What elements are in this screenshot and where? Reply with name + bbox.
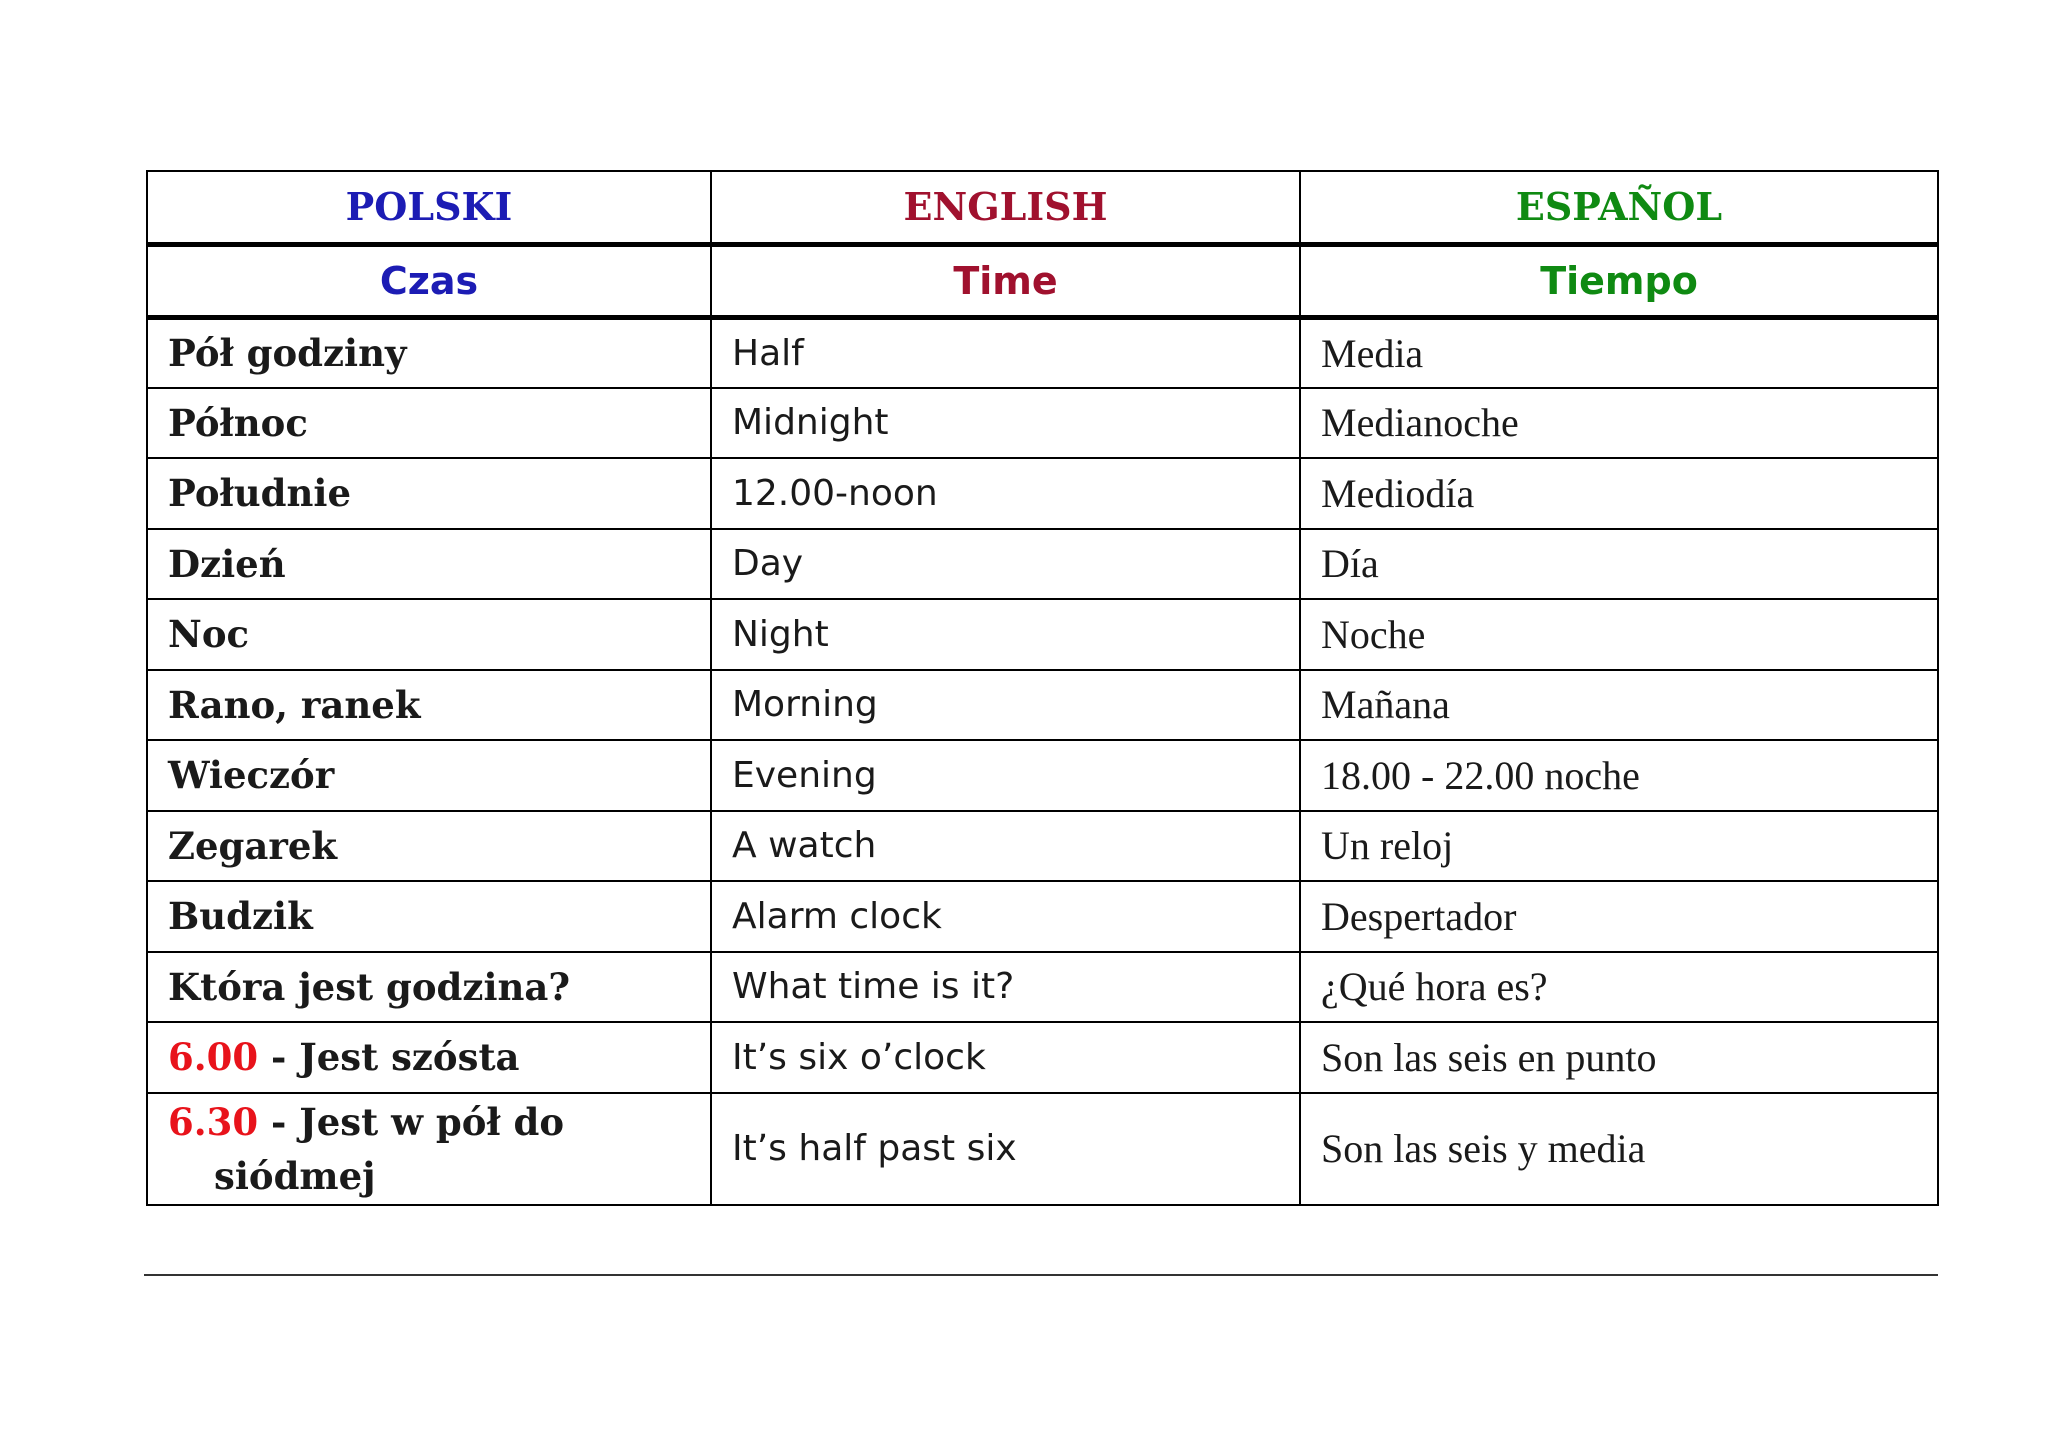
- table-row: [147, 740, 1938, 811]
- polish-cell: Południe: [147, 458, 711, 529]
- polish-cell: Która jest godzina?: [147, 952, 711, 1023]
- table-row: [147, 670, 1938, 741]
- theme-header-row: [147, 244, 1938, 317]
- table-row: [147, 458, 1938, 529]
- table-row: [147, 1022, 1938, 1093]
- time-value: 6.30: [168, 1099, 259, 1144]
- spanish-cell: Son las seis en punto: [1300, 1022, 1938, 1093]
- spanish-cell: Medianoche: [1300, 388, 1938, 459]
- vocabulary-table: [146, 170, 1939, 1206]
- polish-cell: [147, 1022, 711, 1093]
- spanish-cell: Noche: [1300, 599, 1938, 670]
- theme-english: Time: [711, 244, 1300, 317]
- polish-cell: Pół godziny: [147, 317, 711, 388]
- horizontal-rule: [144, 1274, 1938, 1276]
- english-cell: Evening: [711, 740, 1300, 811]
- table-row: [147, 529, 1938, 600]
- spanish-cell: Son las seis y media: [1300, 1093, 1938, 1205]
- polish-cell: Noc: [147, 599, 711, 670]
- table-row: [147, 599, 1938, 670]
- english-cell: Night: [711, 599, 1300, 670]
- polish-cell: Dzień: [147, 529, 711, 600]
- table-row: [147, 952, 1938, 1023]
- english-cell: Day: [711, 529, 1300, 600]
- table-row: [147, 317, 1938, 388]
- polish-cell: [147, 1093, 711, 1205]
- spanish-cell: Mediodía: [1300, 458, 1938, 529]
- english-cell: Morning: [711, 670, 1300, 741]
- time-value: 6.00: [168, 1035, 259, 1080]
- english-cell: It’s six o’clock: [711, 1022, 1300, 1093]
- polish-phrase-continuation: siódmej: [214, 1153, 376, 1198]
- spanish-cell: 18.00 - 22.00 noche: [1300, 740, 1938, 811]
- english-cell: Midnight: [711, 388, 1300, 459]
- polish-cell: Północ: [147, 388, 711, 459]
- spanish-cell: Mañana: [1300, 670, 1938, 741]
- english-cell: 12.00-noon: [711, 458, 1300, 529]
- polish-cell: Zegarek: [147, 811, 711, 882]
- table-row: [147, 881, 1938, 952]
- polish-cell: Rano, ranek: [147, 670, 711, 741]
- english-cell: What time is it?: [711, 952, 1300, 1023]
- polish-cell: Budzik: [147, 881, 711, 952]
- polish-phrase: - Jest w pół do: [258, 1099, 565, 1144]
- language-header-row: [147, 171, 1938, 244]
- table-row: [147, 388, 1938, 459]
- spanish-cell: Media: [1300, 317, 1938, 388]
- header-espanol: ESPAÑOL: [1300, 171, 1938, 244]
- spanish-cell: Día: [1300, 529, 1938, 600]
- spanish-cell: Despertador: [1300, 881, 1938, 952]
- header-polski: POLSKI: [147, 171, 711, 244]
- english-cell: A watch: [711, 811, 1300, 882]
- english-cell: Half: [711, 317, 1300, 388]
- polish-phrase: - Jest szósta: [258, 1035, 520, 1080]
- table-row: [147, 811, 1938, 882]
- english-cell: It’s half past six: [711, 1093, 1300, 1205]
- english-cell: Alarm clock: [711, 881, 1300, 952]
- spanish-cell: Un reloj: [1300, 811, 1938, 882]
- theme-polski: Czas: [147, 244, 711, 317]
- spanish-cell: ¿Qué hora es?: [1300, 952, 1938, 1023]
- header-english: ENGLISH: [711, 171, 1300, 244]
- table-row: [147, 1093, 1938, 1205]
- polish-cell: Wieczór: [147, 740, 711, 811]
- theme-espanol: Tiempo: [1300, 244, 1938, 317]
